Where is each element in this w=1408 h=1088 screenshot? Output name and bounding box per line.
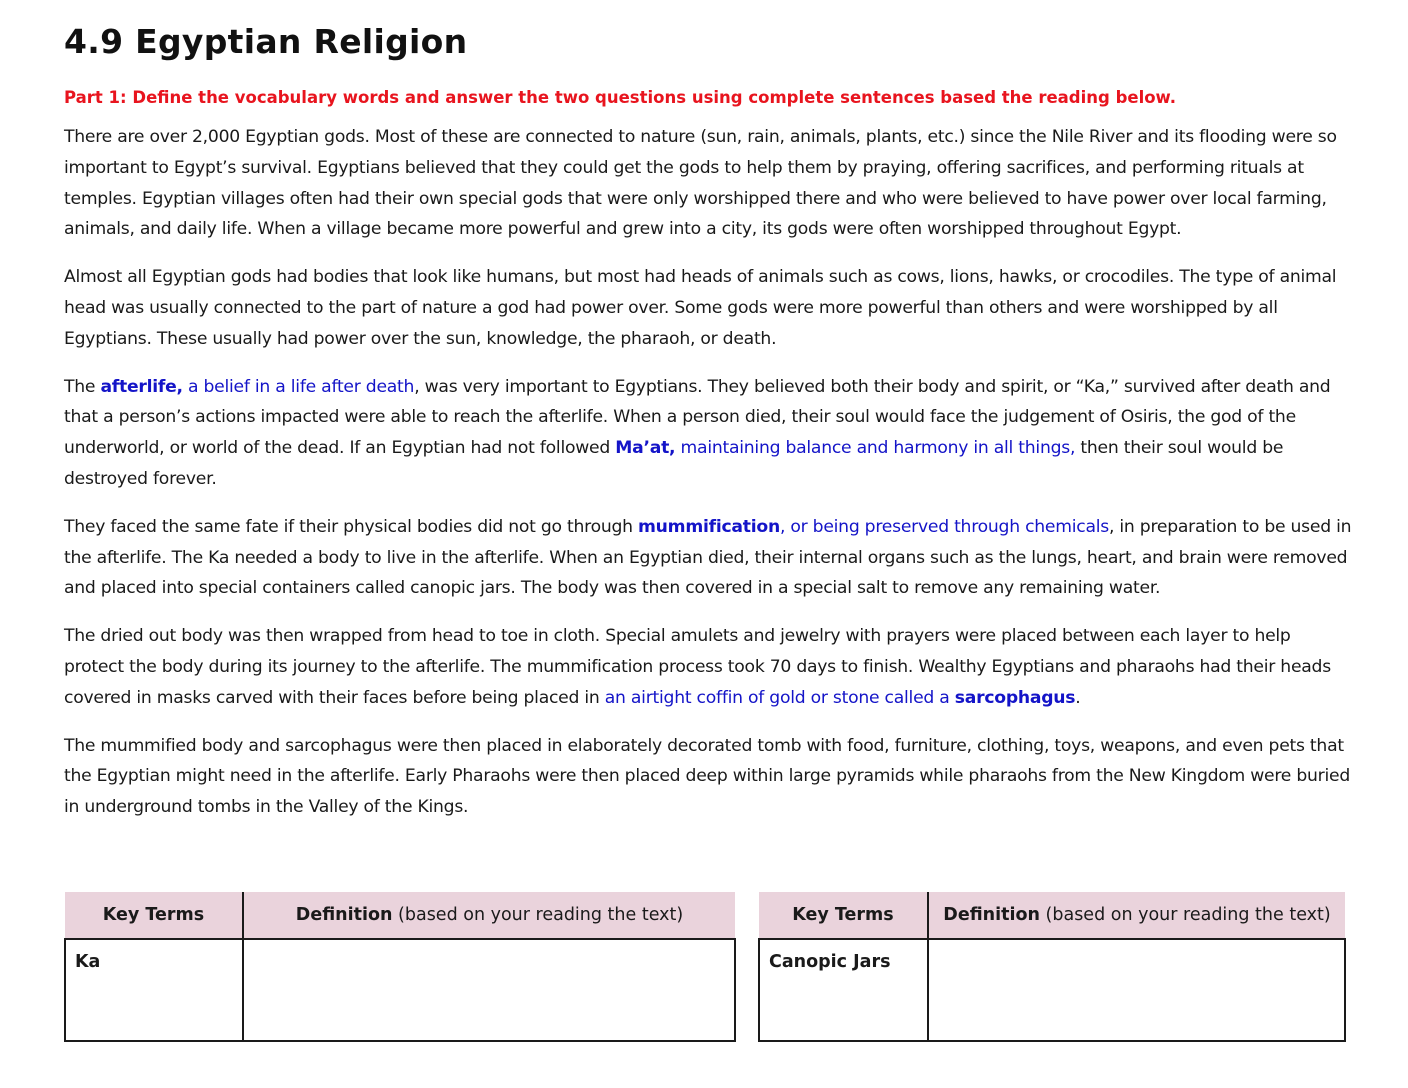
paragraph-5 [64,621,1354,713]
paragraph-4 [64,512,1354,604]
table-row [759,939,1345,1041]
header-key-terms-label: Key Terms [102,905,205,925]
key-term-mummification: mummification [638,516,780,537]
header-definition-label: Definition [943,905,1040,925]
text-segment: They faced the same fate if their physical bodies did not go through [64,516,639,537]
definition-cell-ka[interactable] [243,939,735,1041]
key-term-afterlife: afterlife, [100,376,183,397]
definition-sarcophagus: an airtight coffin of gold or stone called a [604,687,955,708]
reading-passage [64,122,1354,840]
header-definition-note: (based on your reading the text) [392,905,684,925]
key-term-maat: Ma’at, [615,438,676,459]
paragraph-2: Almost all Egyptian gods had bodies that look like humans, but most had heads of animals such as cows, lions, hawks, or crocodiles. The type of animal head was usually connected to the part of nature a god had power over. Some gods were more powerful than others and were worshipped by all Egyptians. These usually had power over the sun, knowledge, the pharaoh, or death. [64,267,1337,349]
key-terms-table-left [64,892,736,1042]
term-cell-ka: Ka [65,939,243,1041]
instructions: Part 1: Define the vocabulary words and answer the two questions using complete sentences based the reading below. [64,88,1177,107]
table-row [65,939,735,1041]
header-definition [928,892,1345,939]
page-title: 4.9 Egyptian Religion [64,22,468,61]
text-segment: The [64,376,101,397]
definition-afterlife: a belief in a life after death [182,376,415,397]
key-terms-table-right [758,892,1346,1042]
header-key-terms-label: Key Terms [792,905,894,925]
definition-cell-canopic-jars[interactable] [928,939,1345,1041]
header-key-terms [65,892,243,939]
text-segment: . [1075,687,1081,708]
header-definition-note: (based on your reading the text) [1039,905,1331,925]
definition-maat: maintaining balance and harmony in all things, [675,438,1076,459]
header-definition-label: Definition [295,905,393,925]
text-segment: then their soul would be destroyed forever. [64,438,1284,489]
paragraph-6: The mummified body and sarcophagus were then placed in elaborately decorated tomb with food, furniture, clothing, toys, weapons, and even pets that the Egyptian might need in the afterlife. Early Pharaohs were then placed deep within large pyramids while pharaohs from the New Kingdom were buried in underground tombs in the Valley of the Kings. [64,735,1350,818]
term-cell-canopic-jars: Canopic Jars [759,939,928,1041]
paragraph-1: There are over 2,000 Egyptian gods. Most of these are connected to nature (sun, rain, animals, plants, etc.) since the Nile River and its flooding were so important to Egypt’s survival. Egyptians believed that they could get the gods to help them by praying, offering sacrifices, and performing rituals at temples. Egyptian villages often had their own special gods that were only worshipped there and who were believed to have power over local farming, animals, and daily life. When a village became more powerful and grew into a city, its gods were often worshipped throughout Egypt. [64,127,1337,240]
header-definition [243,892,735,939]
paragraph-3 [64,372,1354,495]
text-segment: The dried out body was then wrapped from head to toe in cloth. Special amulets and jewelry with prayers were placed between each layer to help protect the body during its journey to the afterlife. The mummification process took 70 days to finish. Wealthy Egyptians and pharaohs had their heads covered in masks carved with their faces before being placed in [64,626,1331,708]
text-segment: , in preparation to be used in the afterlife. The Ka needed a body to live in the afterlife. When an Egyptian died, their internal organs such as the lungs, heart, and brain were removed and placed into special containers called canopic jars. The body was then covered in a special salt to remove any remaining water. [64,516,1352,599]
text-segment: , was very important to Egyptians. They believed both their body and spirit, or “Ka,” survived after death and that a person’s actions impacted were able to reach the afterlife. When a person died, their soul would face the judgement of Osiris, the god of the underworld, or world of the dead. If an Egyptian had not followed [64,376,1331,459]
key-term-sarcophagus: sarcophagus [954,687,1076,708]
definition-mummification: , or being preserved through chemicals [779,516,1109,537]
header-key-terms [759,892,928,939]
